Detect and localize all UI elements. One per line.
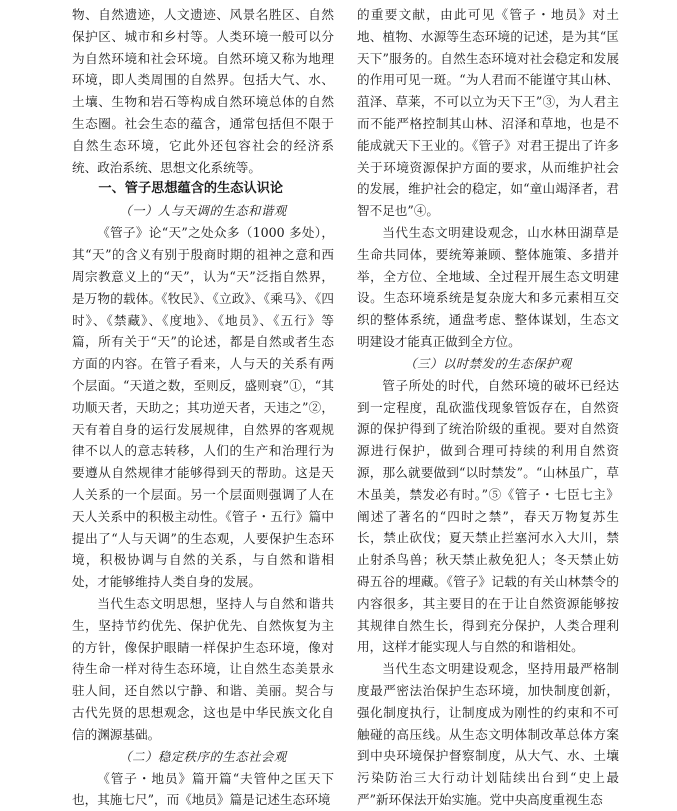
left-column bbox=[72, 4, 334, 811]
section-heading: 一、管子思想蕴含的生态认识论 bbox=[72, 178, 334, 200]
subsection-heading-social-order: （二）稳定秩序的生态社会观 bbox=[72, 746, 334, 768]
paragraph-diyuan-continued: 的重要文献，由此可见《管子・地员》对土地、植物、水源等生态环境的记述，是为其“匡天下”服务的。自然生态环境对社会稳定和发展的作用可见一斑。“为人君而不能谨守其山林、菹泽、草莱，不可以立为天下王”③，为人君主而不能严格控制其山林、沼泽和草地，也是不能成就天下王业的。《管子》对君王提出了许多关于环境资源保护方面的要求，从而维护社会的发展，维护社会的稳定，如“童山竭泽者，君智不足也”④。 bbox=[357, 4, 619, 222]
subsection-heading-harmony: （一）人与天调的生态和谐观 bbox=[72, 200, 334, 222]
paragraph-contemporary-institutions: 当代生态文明建设观念，坚持用最严格制度最严密法治保护生态环境，加快制度创新，强化制度执行，让制度成为刚性的约束和不可触碰的高压线。从生态文明体制改革总体方案到中央环境保护督察制度，从大气、水、土壤污染防治三大行动计划陆续出台到“史上最严”新环保法开始实施。党中央高度重视生态 bbox=[357, 658, 619, 811]
right-column bbox=[357, 4, 619, 811]
paragraph-contemporary-harmony: 当代生态文明思想，坚持人与自然和谐共生，坚持节约优先、保护优先、自然恢复为主的方针，像保护眼睛一样保护生态环境，像对待生命一样对待生态环境，让自然生态美景永驻人间，还自然以宁静、和谐、美丽。契合与古代先贤的思想观念，这也是中华民族文化自信的渊源基础。 bbox=[72, 593, 334, 746]
paragraph-tian-concept: 《管子》论“天”之处众多（1000 多处），其“天”的含义有别于殷商时期的祖神之意和西周宗教意义上的“天”，认为“天”泛指自然界，是万物的载体。《牧民》、《立政》、《乘马》、《四时》、《禁藏》、《度地》、《地员》、《五行》等篇，所有关于“天”的论述，都是自然或者生态方面的内容。在管子看来，人与天的关系有两个层面。“天道之数，至则反，盛则衰”①，“其功顺天者，天助之；其功逆天者，天违之”②，天有着自身的运行发展规律，自然界的客观规律不以人的意志转移，人们的生产和治理行为要遵从自然规律才能够得到天的帮助。这是天人关系的一个层面。另一个层面则强调了人在天人关系中的积极主动性。《管子・五行》篇中提出了“人与天调”的生态观，人要保护生态环境，积极协调与自然的关系，与自然和谐相处，才能够维持人类自身的发展。 bbox=[72, 222, 334, 593]
paragraph-diyuan-start: 《管子・地员》篇开篇“夫管仲之匡天下也，其施七尺”，而《地员》篇是记述生态环境 bbox=[72, 768, 334, 811]
paragraph-seasonal-bans: 管子所处的时代，自然环境的破坏已经达到一定程度，乱砍滥伐现象管饭存在，自然资源的保护得到了统治阶级的重视。要对自然资源进行保护，做到合理可持续的利用自然资源，那么就要做到“以时禁发”。“山林虽广，草木虽美，禁发必有时。”⑤《管子・七臣七主》阐述了著名的“四时之禁”，春天万物复苏生长，禁止砍伐；夏天禁止拦塞河水入大川，禁止射杀鸟兽；秋天禁止赦免犯人；冬天禁止妨碍五谷的埋藏。《管子》记载的有关山林禁令的内容很多，其主要目的在于让自然资源能够按其规律自然生长，得到充分保护，人类合理利用，这样才能实现人与自然的和谐相处。 bbox=[357, 375, 619, 658]
paragraph-contemporary-community: 当代生态文明建设观念，山水林田湖草是生命共同体，要统筹兼顾、整体施策、多措并举，全方位、全地域、全过程开展生态文明建设。生态环境系统是复杂庞大和多元素相互交织的整体系统，通盘考虑、整体谋划，生态文明建设才能真正做到全方位。 bbox=[357, 222, 619, 353]
intro-paragraph: 物、自然遗迹，人文遗迹、风景名胜区、自然保护区、城市和乡村等。人类环境一般可以分为自然环境和社会环境。自然环境又称为地理环境，即人类周围的自然界。包括大气、水、土壤、生物和岩石等构成自然环境总体的自然生态圈。社会生态的蕴含，通常包括但不限于自然生态环境，它此外还包容社会的经济系统、政治系统、思想文化系统等。 bbox=[72, 4, 334, 178]
subsection-heading-protection: （三）以时禁发的生态保护观 bbox=[357, 353, 619, 375]
